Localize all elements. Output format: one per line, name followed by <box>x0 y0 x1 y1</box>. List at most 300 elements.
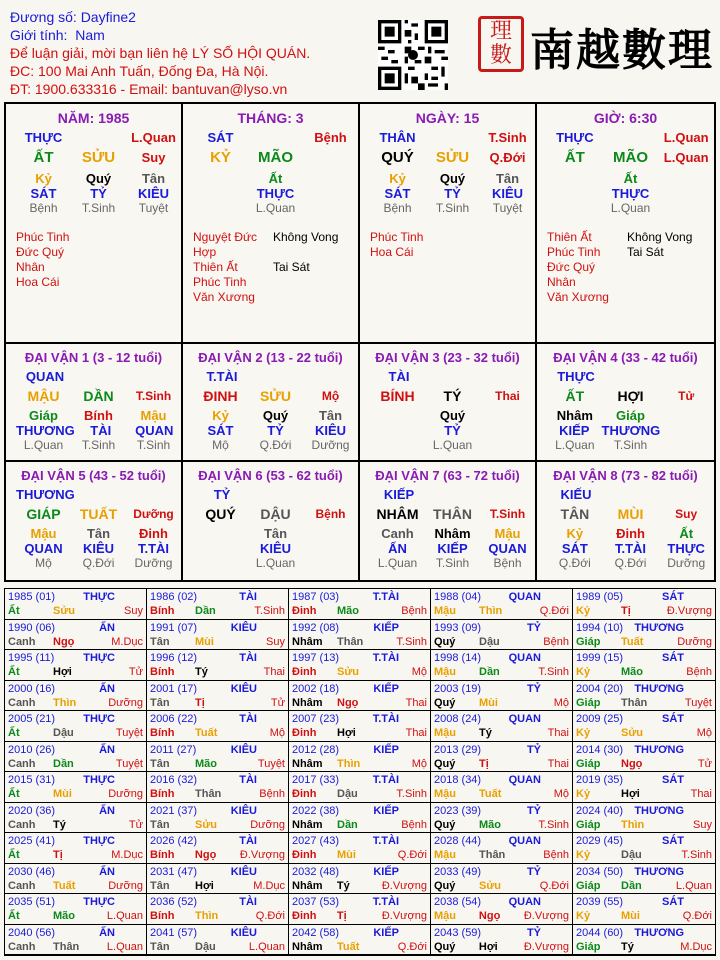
dai-van-god: KIẾU <box>560 487 592 502</box>
dai-van-god: THỰC <box>557 369 595 384</box>
year-line-top <box>576 865 712 879</box>
year-line-top <box>8 621 143 635</box>
year-cell <box>289 864 431 895</box>
year-branch: Thìn <box>621 818 645 831</box>
dai-van-can: NHÂM <box>376 506 419 522</box>
pillar-0 <box>6 104 183 344</box>
year-stem: Canh <box>8 757 36 770</box>
year-line-bottom <box>434 696 569 710</box>
dai-van-can: DẬU <box>260 506 291 522</box>
year-line-bottom <box>292 818 427 832</box>
pillar-cell: Tân <box>263 526 288 541</box>
year-line-top <box>576 682 712 696</box>
year-label: 2044 (60) <box>576 926 624 939</box>
dai-van-can-row <box>370 384 535 408</box>
pillar-cell: KIÊU <box>314 423 347 438</box>
year-cell <box>5 742 147 773</box>
pillar-cell: TỶ <box>267 423 284 438</box>
year-stage: Suy <box>124 605 143 617</box>
year-label: 1989 (05) <box>576 591 624 603</box>
pillar-cell <box>603 130 659 145</box>
dai-van-can: TUẤT <box>79 506 118 522</box>
year-label: 2022 (38) <box>292 804 340 817</box>
year-label: 2017 (33) <box>292 774 340 786</box>
pillar-cell: Mậu <box>494 526 521 541</box>
dai-van-top-row <box>370 369 535 384</box>
year-god: ẤN <box>99 621 115 634</box>
year-branch: Hợi <box>478 940 498 953</box>
shensha-item: Tai Sát <box>627 245 664 259</box>
year-stage: Bệnh <box>401 818 427 831</box>
year-line-top <box>434 682 569 696</box>
year-stem: Bính <box>150 605 175 617</box>
year-stem: Đinh <box>292 727 317 739</box>
year-line-bottom <box>434 635 569 649</box>
year-line-bottom <box>576 665 712 679</box>
pillar-cell <box>193 541 248 556</box>
gender-label: Giới tính: <box>10 27 68 43</box>
year-stem: Quý <box>434 940 456 953</box>
year-cell <box>431 650 573 681</box>
pillar-row <box>16 423 181 438</box>
dai-van-god: T.TÀI <box>206 369 238 384</box>
dai-van-can: Tử <box>678 389 695 403</box>
year-cell <box>289 681 431 712</box>
pillar-can-row <box>16 145 181 171</box>
dai-van-title: ĐẠI VẬN 7 (63 - 72 tuổi) <box>375 468 520 483</box>
year-god: THỰC <box>83 591 115 603</box>
year-line-bottom <box>150 940 285 954</box>
year-god: TÀI <box>239 835 257 847</box>
year-line-top <box>434 926 569 940</box>
pillar-cell: THỰC <box>256 186 295 201</box>
dai-van-stage <box>658 438 714 453</box>
year-stage: Mộ <box>411 757 427 770</box>
year-label: 2024 (40) <box>576 804 624 817</box>
year-label: 2006 (22) <box>150 713 198 725</box>
pillar-title: GIỜ: 6:30 <box>593 110 658 126</box>
year-line-bottom <box>8 848 143 862</box>
chart-grid <box>4 102 716 582</box>
year-stem: Ất <box>8 788 20 800</box>
shensha-item: Tai Sát <box>273 260 310 274</box>
year-stem: Ất <box>8 910 20 922</box>
year-stage: Mộ <box>411 666 427 678</box>
year-line-bottom <box>8 879 143 893</box>
pillar-row <box>16 171 181 186</box>
year-label: 2013 (29) <box>434 743 482 756</box>
year-god: TỶ <box>526 621 541 634</box>
year-stem: Giáp <box>576 757 601 770</box>
dai-van-can-row <box>547 384 714 408</box>
year-line-top <box>576 804 712 818</box>
year-stem: Ất <box>8 666 20 678</box>
year-line-top <box>434 895 569 909</box>
dai-van-can: GIÁP <box>26 506 61 522</box>
pillar-row <box>547 130 714 145</box>
year-line-top <box>292 590 427 604</box>
year-line-bottom <box>434 726 569 740</box>
year-label: 2002 (18) <box>292 682 340 695</box>
year-god: KIÊU <box>230 682 257 695</box>
year-stage: Bệnh <box>686 666 712 678</box>
year-stage: T.Sinh <box>254 605 285 617</box>
year-cell <box>147 864 289 895</box>
year-god: T.TÀI <box>372 591 399 603</box>
year-line-top <box>292 773 427 787</box>
year-stage: Tử <box>697 757 712 770</box>
year-god: ẤN <box>99 926 115 939</box>
pillar-can: Suy <box>141 150 166 165</box>
year-god: KIẾP <box>373 682 399 695</box>
year-cell <box>573 833 715 864</box>
shensha-list <box>370 230 535 260</box>
dai-van-top-row <box>547 369 714 384</box>
year-branch: Thân <box>479 849 506 861</box>
year-cell <box>5 620 147 651</box>
year-line-bottom <box>8 909 143 923</box>
year-branch: Sửu <box>53 605 76 617</box>
year-line-top <box>292 926 427 940</box>
year-god: TỶ <box>526 926 541 939</box>
pillar-can: L.Quan <box>663 150 709 165</box>
year-label: 1985 (01) <box>8 591 56 603</box>
year-stage: Thai <box>547 757 569 770</box>
year-stem: Kỷ <box>576 910 591 922</box>
dai-van-stage <box>480 438 535 453</box>
pillar-cell: Mậu <box>140 408 167 423</box>
pillar-cell: Ất <box>268 171 283 186</box>
pillar-can: Q.Đới <box>489 150 526 165</box>
year-line-bottom <box>292 848 427 862</box>
dai-van-stage <box>370 438 425 453</box>
year-stem: Đinh <box>292 910 317 922</box>
shensha-item: Thiên Ất <box>547 230 592 244</box>
year-god: THƯƠNG <box>634 743 684 756</box>
shensha-item: Phúc Tinh <box>193 275 247 289</box>
year-line-top <box>292 621 427 635</box>
year-stem: Quý <box>434 818 456 831</box>
year-stem: Tân <box>150 940 170 953</box>
year-stem: Nhâm <box>292 757 323 770</box>
year-god: KIẾP <box>373 926 399 939</box>
year-line-bottom <box>150 604 285 618</box>
dai-van-stage: Mộ <box>212 438 229 452</box>
year-line-bottom <box>150 787 285 801</box>
year-label: 2003 (19) <box>434 682 482 695</box>
pillar-cell: THỰC <box>611 186 650 201</box>
year-stage: Tuyệt <box>684 696 712 709</box>
phone-email[interactable]: ĐT: 1900.633316 - Email: bantuvan@lyso.vn <box>10 81 288 97</box>
dai-van-body <box>16 369 181 453</box>
dai-van-god: THƯƠNG <box>16 487 75 502</box>
dai-van-can: QUÝ <box>205 506 236 522</box>
year-stage: Đ.Vượng <box>381 879 427 892</box>
year-branch: Ngọ <box>337 696 359 709</box>
pillar-cell: Ất <box>679 526 694 541</box>
year-god: SÁT <box>662 896 684 908</box>
pillar-cell: Kỷ <box>566 526 584 541</box>
year-label: 2040 (56) <box>8 926 56 939</box>
shensha-item: Văn Xương <box>193 290 255 304</box>
pillar-row <box>193 423 358 438</box>
pillar-cell: Bính <box>84 408 113 423</box>
year-branch: Sửu <box>479 879 502 892</box>
year-stem: Giáp <box>576 635 601 648</box>
year-branch: Thân <box>53 940 80 953</box>
year-cell <box>573 772 715 803</box>
year-stage: Đ.Vượng <box>523 940 569 953</box>
dai-van-top-row <box>370 487 535 502</box>
dai-van-title: ĐẠI VẬN 2 (13 - 22 tuổi) <box>198 350 343 365</box>
year-line-bottom <box>292 665 427 679</box>
year-line-bottom <box>576 604 712 618</box>
gender-value: Nam <box>75 27 105 43</box>
dai-van-body <box>547 487 714 571</box>
year-branch: Mùi <box>53 788 72 800</box>
year-stem: Ất <box>8 727 20 739</box>
year-label: 2034 (50) <box>576 865 624 878</box>
year-branch: Ngọ <box>478 910 501 922</box>
year-branch: Thìn <box>337 757 361 770</box>
year-label: 2005 (21) <box>8 713 56 725</box>
pillar-cell: THỰC <box>24 130 63 145</box>
year-stage: Tuyệt <box>115 757 143 770</box>
year-line-top <box>434 804 569 818</box>
year-branch: Tị <box>195 696 205 709</box>
year-god: THỰC <box>83 652 115 664</box>
pillar-cell: KIÊU <box>491 186 524 201</box>
pillar-cell: KIÊU <box>82 541 115 556</box>
year-cell <box>289 803 431 834</box>
year-line-bottom <box>292 757 427 771</box>
dai-van-god: QUAN <box>25 369 65 384</box>
dai-van-title: ĐẠI VẬN 4 (33 - 42 tuổi) <box>553 350 698 365</box>
dai-van-can: T.Sinh <box>135 389 172 403</box>
year-branch: Dậu <box>479 635 500 648</box>
year-stem: Kỷ <box>576 666 591 678</box>
pillar-cell: T.Sinh <box>488 130 527 145</box>
year-label: 2036 (52) <box>150 896 198 908</box>
dai-van-6 <box>183 462 360 580</box>
shensha-line <box>193 260 358 275</box>
year-cell <box>289 833 431 864</box>
year-god: T.TÀI <box>372 652 399 664</box>
year-line-bottom <box>576 757 712 771</box>
year-god: T.TÀI <box>372 774 399 786</box>
year-cell <box>289 589 431 620</box>
year-cell <box>573 925 715 956</box>
year-cell <box>5 803 147 834</box>
year-line-bottom <box>576 818 712 832</box>
shensha-item: Hoa Cái <box>370 245 414 259</box>
year-cell <box>431 772 573 803</box>
year-branch: Mão <box>621 666 643 678</box>
dai-van-stage: T.Sinh <box>613 438 648 452</box>
pillar-cell: SÁT <box>207 423 234 438</box>
year-stage: Đ.Vượng <box>666 605 712 617</box>
pillar-row <box>16 408 181 423</box>
year-branch: Tuất <box>195 727 218 739</box>
year-stem: Kỷ <box>576 727 591 739</box>
year-stage: Suy <box>266 635 285 648</box>
year-branch: Ngọ <box>53 635 75 648</box>
year-stem: Giáp <box>576 940 601 953</box>
pillar-body <box>193 130 358 216</box>
year-stage: Tuyệt <box>115 727 143 739</box>
year-stem: Mậu <box>434 605 456 617</box>
year-branch: Dần <box>337 818 358 831</box>
year-cell <box>573 864 715 895</box>
year-god: T.TÀI <box>372 896 399 908</box>
year-stage: L.Quan <box>248 940 285 953</box>
year-stem: Tân <box>150 879 170 892</box>
year-stage: Tử <box>270 696 285 709</box>
year-stem: Tân <box>150 635 170 648</box>
year-stage: Thai <box>405 696 427 709</box>
dai-van-can-row <box>193 502 358 526</box>
pillar-stage: L.Quan <box>255 201 296 215</box>
qr-code-icon[interactable] <box>378 20 448 90</box>
year-god: KIÊU <box>230 804 257 817</box>
year-label: 2028 (44) <box>434 835 482 847</box>
pillar-cell <box>547 171 603 186</box>
shensha-line <box>370 230 535 245</box>
dai-van-can: BÍNH <box>380 388 415 404</box>
year-branch: Mão <box>337 605 359 617</box>
pillar-body <box>547 130 714 216</box>
shensha-list <box>16 230 181 290</box>
pillar-cell <box>370 423 425 438</box>
dai-van-body <box>16 487 181 571</box>
year-cell <box>289 894 431 925</box>
pillar-title: THÁNG: 3 <box>237 110 304 126</box>
year-label: 2021 (37) <box>150 804 198 817</box>
year-branch: Dần <box>53 757 74 770</box>
year-stem: Bính <box>150 849 175 861</box>
year-line-top <box>8 895 143 909</box>
year-god: THỰC <box>83 835 115 847</box>
year-stage: Q.Đới <box>539 879 569 892</box>
dai-van-can: TÂN <box>560 506 590 522</box>
year-line-bottom <box>434 909 569 923</box>
owner-name: Đương số: Dayfine2 <box>10 9 136 25</box>
year-god: KIÊU <box>230 743 257 756</box>
pillar-cell: THỰC <box>556 130 594 145</box>
dai-van-body <box>193 487 358 571</box>
dai-van-stage: L.Quan <box>432 438 473 452</box>
year-branch: Dậu <box>195 940 216 953</box>
year-stage: Q.Đới <box>397 849 427 861</box>
year-line-top <box>576 926 712 940</box>
year-cell <box>573 650 715 681</box>
year-stem: Kỷ <box>576 849 591 861</box>
year-stage: Q.Đới <box>682 910 712 922</box>
year-stem: Bính <box>150 910 175 922</box>
year-stage: Dưỡng <box>108 879 143 892</box>
shensha-item: Nguyệt Đức Hợp <box>193 230 258 259</box>
year-line-bottom <box>8 665 143 679</box>
pillar-stage: Bệnh <box>383 201 412 215</box>
pillar-cell <box>425 130 480 145</box>
year-line-bottom <box>292 604 427 618</box>
pillar-cell: Quý <box>439 408 466 423</box>
dai-van-top-row <box>16 369 181 384</box>
year-stage: Đ.Vượng <box>381 910 427 922</box>
shensha-item: Không Vong <box>273 230 339 244</box>
pillar-row <box>547 186 714 201</box>
shensha-item: Đức Quý Nhân <box>16 245 65 274</box>
year-cell <box>147 650 289 681</box>
year-branch: Hợi <box>53 666 72 678</box>
shensha-item: Phúc Tinh <box>547 245 601 259</box>
pillar-stage-row <box>547 201 714 216</box>
dai-van-stage: Bệnh <box>493 556 522 570</box>
year-cell <box>431 833 573 864</box>
year-stem: Nhâm <box>292 940 323 953</box>
pillar-cell: T.TÀI <box>614 541 647 556</box>
year-line-bottom <box>292 787 427 801</box>
year-stage: Mộ <box>553 788 569 800</box>
year-god: ẤN <box>99 682 115 695</box>
year-label: 1998 (14) <box>434 652 482 664</box>
pillar-stage <box>658 201 714 216</box>
year-cell <box>5 650 147 681</box>
year-line-top <box>150 712 285 726</box>
year-stage: Q.Đới <box>255 910 285 922</box>
year-branch: Hợi <box>621 788 640 800</box>
year-branch: Tý <box>336 879 350 892</box>
year-line-bottom <box>8 604 143 618</box>
dai-van-top-row <box>193 369 358 384</box>
year-branch: Tuất <box>53 879 76 892</box>
year-stem: Mậu <box>434 788 456 800</box>
pillar-title: NĂM: 1985 <box>57 110 130 126</box>
dai-van-stage: T.Sinh <box>136 438 171 452</box>
year-line-bottom <box>434 787 569 801</box>
year-branch: Mùi <box>621 910 640 922</box>
dai-van-2 <box>183 344 360 462</box>
year-branch: Mùi <box>479 696 498 709</box>
year-god: TỶ <box>526 743 541 756</box>
year-stage: Q.Đới <box>397 940 427 953</box>
year-stem: Đinh <box>292 605 317 617</box>
year-label: 2019 (35) <box>576 774 624 786</box>
year-god: ẤN <box>99 865 115 878</box>
year-cell <box>431 742 573 773</box>
pillar-stage: L.Quan <box>610 201 651 215</box>
dai-van-title: ĐẠI VẬN 1 (3 - 12 tuổi) <box>24 350 163 365</box>
year-branch: Dần <box>479 666 500 678</box>
dai-van-can: MÙI <box>617 506 644 522</box>
year-stem: Canh <box>8 696 36 709</box>
year-line-top <box>150 926 285 940</box>
dai-van-stage: Dưỡng <box>311 438 350 452</box>
shensha-line <box>16 230 181 245</box>
year-line-bottom <box>576 635 712 649</box>
year-line-top <box>576 834 712 848</box>
year-line-bottom <box>292 879 427 893</box>
year-line-bottom <box>8 635 143 649</box>
shensha-line <box>193 230 358 260</box>
year-line-bottom <box>8 696 143 710</box>
year-line-bottom <box>150 818 285 832</box>
year-branch: Tý <box>195 666 208 678</box>
pillar-row <box>547 526 714 541</box>
year-god: SÁT <box>662 713 684 725</box>
year-branch: Thìn <box>195 910 219 922</box>
year-line-top <box>8 651 143 665</box>
